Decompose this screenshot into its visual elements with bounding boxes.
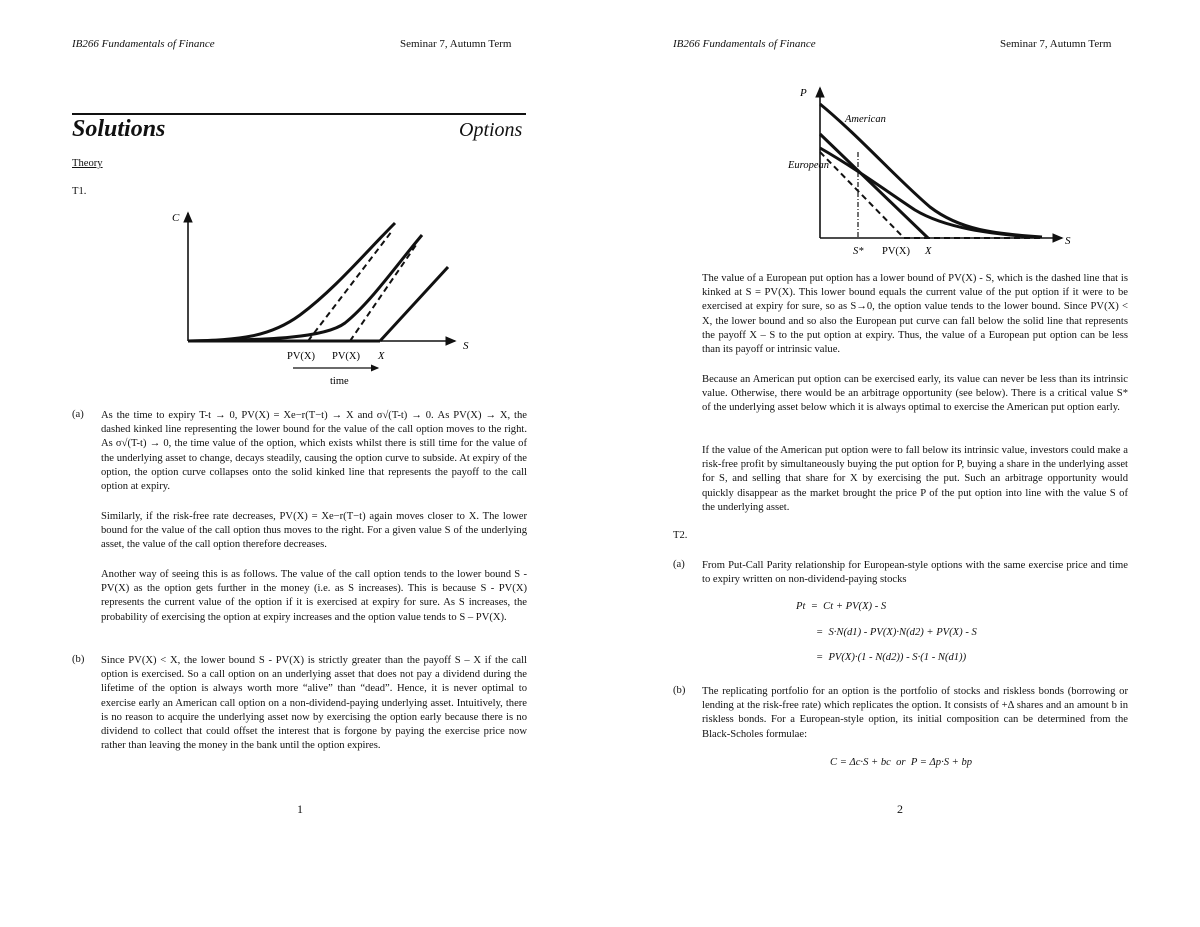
t2a-label: (a)	[673, 559, 685, 570]
para-1: The value of a European put option has a lower bound of PV(X) - S, which is the dashed line that is kinked at S = PV(X). This lower bound equals the current value of the put option if it were to be exercised at expiry for sure, so as S→0, the option value tends to the lower bound. Since PV(X) < X, the lower bound and so also the European put curve can fall below the solid line that represents the payoff X – S to the put option at expiry. Thus, the value of a European put option can be less than its payoff or intrinsic value.	[702, 273, 1128, 356]
equation-1: Pt = Ct + PV(X) - S	[796, 601, 887, 612]
question-label: T2.	[673, 530, 688, 541]
equation-4: C = Δc·S + bc or P = Δp·S + bp	[830, 757, 973, 768]
para-a2: Similarly, if the risk-free rate decreases, PV(X) = Xe−r(T−t) again moves closer to X. The lower bound for the value of the call option thus moves to the right. For a given value S of the underlying asset, the value of the call option therefore decreases.	[101, 511, 527, 551]
european-put-curve	[820, 148, 1035, 237]
put-payoff-line	[820, 134, 928, 238]
title-rule	[72, 113, 526, 115]
t2b-label: (b)	[673, 685, 686, 696]
page-number: 2	[897, 802, 903, 816]
para-3: If the value of the American put option were to fall below its intrinsic value, investors could make a risk-free profit by simultaneously buying the put option for P, buying a share in the underlying asset for S, and selling that share for X by exercising the put. Such an arbitrage opportunity would quickly disappear as the market brought the price P of the put option into line with the value S of the underlying asset.	[702, 445, 1128, 513]
question-label: T1.	[72, 186, 87, 197]
page-2	[600, 0, 1200, 927]
t2b-text: The replicating portfolio for an option is the portfolio of stocks and riskless bonds (borrowing or lending at the risk-free rate) which replicates the option. It consists of +Δ shares and an amount b in riskless bonds. For a European-style option, its initial composition can be determined from the Black-Scholes formulae:	[702, 686, 1128, 740]
european-label: European	[788, 160, 830, 171]
tick-x: X	[378, 351, 385, 362]
header-right: Seminar 7, Autumn Term	[400, 38, 512, 50]
para-2: Because an American put option can be exercised early, its value can never be less than its intrinsic value. Otherwise, there would be an arbitrage opportunity (see below). There is a critical value S* of the underlying asset below which it is always optimal to exercise the American put option early.	[702, 374, 1128, 414]
page-subtitle: Options	[459, 119, 523, 141]
header-left: IB266 Fundamentals of Finance	[673, 38, 816, 50]
equation-2: = S·N(d1) - PV(X)·N(d2) + PV(X) - S	[816, 627, 977, 638]
tick-s-star: S*	[853, 246, 864, 257]
para-b-label: (b)	[72, 654, 85, 665]
tick-pvx-1: PV(X)	[287, 351, 315, 362]
payoff-line	[380, 267, 448, 341]
para-a3: Another way of seeing this is as follows. The value of the call option tends to the lower bound S - PV(X) as the option gets further in the money (i.e. as S increases). This is because S - PV(X) represents the current value of the option if it is exercised at expiry for sure. As S increases, the probability of exercising the option at expiry increases and the option value tends to S – PV(X).	[101, 569, 527, 623]
page-title: Solutions	[72, 116, 166, 142]
tick-pvx-2: PV(X)	[332, 351, 360, 362]
time-label: time	[330, 376, 349, 387]
para-a-label: (a)	[72, 409, 84, 420]
call-option-figure	[160, 205, 480, 390]
para-b: Since PV(X) < X, the lower bound S - PV(X) is strictly greater than the payoff S – X if the call option is exercised. So a call option on an underlying asset that does not pay a dividend during the lifetime of the option is always worth more “alive” than “dead”. Hence, it is never optimal to exercise early an American call option on a non-dividend-paying underlying asset. Intuitively, there is no reason to acquire the underlying asset now by exercising the option early because there is no dividend to collect that could offset the interest that is forgone by paying the exercise price now rather than leaving the money in the bank until the option expires.	[101, 655, 527, 752]
x-axis-label: S	[463, 340, 469, 352]
section-heading: Theory	[72, 158, 103, 169]
header-right: Seminar 7, Autumn Term	[1000, 38, 1112, 50]
x-axis-label: S	[1065, 235, 1071, 247]
page-number: 1	[297, 802, 303, 816]
t2a-text: From Put-Call Parity relationship for European-style options with the same exercise price and time to expiry written on non-dividend-paying stocks	[702, 560, 1128, 586]
para-a: As the time to expiry T-t → 0, PV(X) = Xe−r(T−t) → X and σ√(T-t) → 0. As PV(X) → X, the dashed kinked line representing the lower bound for the value of the call option moves to the right. As σ√(T-t) → 0, the time value of the option, which exists whilst there is still time for the value of the underlying asset to change, decays steadily, causing the option curve to subside. At expiry of the option, the option curve collapses onto the solid kinked line that represents the payoff to the call option at expiry.	[101, 410, 527, 493]
header-left: IB266 Fundamentals of Finance	[72, 38, 215, 50]
tick-pvx: PV(X)	[882, 246, 910, 257]
y-axis-label: C	[172, 212, 180, 224]
equation-3: = PV(X)·(1 - N(d2)) - S·(1 - N(d1))	[816, 652, 967, 663]
put-option-figure	[780, 82, 1080, 262]
american-label: American	[845, 114, 886, 125]
y-axis-label: P	[800, 87, 807, 99]
option-curve-1	[188, 223, 395, 341]
tick-x: X	[925, 246, 932, 257]
